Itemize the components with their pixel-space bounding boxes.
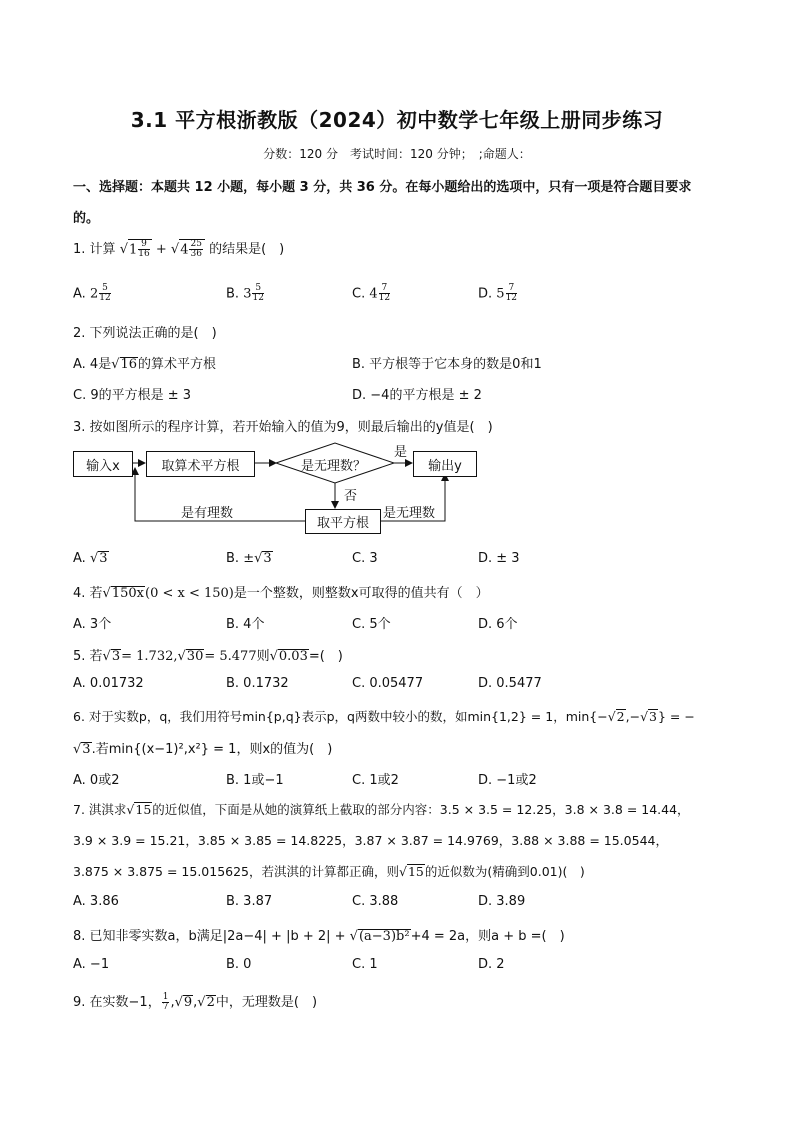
question-4-stem: 4. 若√150x(0 < x < 150)是一个整数，则整数x可取得的值共有（ ） — [73, 586, 489, 601]
question-2-stem: 2. 下列说法正确的是( ) — [73, 326, 217, 341]
q8-option-b[interactable]: B. 0 — [226, 957, 252, 972]
q6-option-c[interactable]: C. 1或2 — [352, 773, 399, 788]
q7-option-b[interactable]: B. 3.87 — [226, 894, 273, 909]
section-heading-line1: 一、选择题：本题共 12 小题，每小题 3 分，共 36 分。在每小题给出的选项中，只有一项是符合题目要求 — [73, 180, 692, 195]
q3-option-b[interactable]: B. ±√3 — [226, 551, 272, 566]
question-8-stem: 8. 已知非零实数a，b满足|2a−4| + |b + 2| + √(a−3)b²+4 = 2a，则a + b =( ) — [73, 929, 565, 944]
flow-yes-label: 是 — [394, 445, 408, 460]
question-1-stem: 1. 计算 √1 $\frac{9}{16}$ + √4 $\frac{25}{36}$ 的结果是( ) — [73, 238, 285, 259]
q4-option-a[interactable]: A. 3个 — [73, 617, 112, 632]
flow-output-box: 输出y — [413, 451, 477, 477]
q2-option-d[interactable]: D. −4的平方根是 ± 2 — [352, 388, 482, 403]
question-7-line2: 3.9 × 3.9 = 15.21，3.85 × 3.85 = 14.8225，3.87 × 3.87 = 14.9769，3.88 × 3.88 = 15.0544， — [73, 833, 668, 848]
q7-option-d[interactable]: D. 3.89 — [478, 894, 526, 909]
q7-option-a[interactable]: A. 3.86 — [73, 894, 119, 909]
q3-option-d[interactable]: D. ± 3 — [478, 551, 520, 566]
q8-option-c[interactable]: C. 1 — [352, 957, 378, 972]
q4-option-c[interactable]: C. 5个 — [352, 617, 391, 632]
q1-option-b[interactable]: B. 3 $\frac{5}{12}$ — [226, 283, 264, 304]
question-3-stem: 3. 按如图所示的程序计算，若开始输入的值为9，则最后输出的y值是( ) — [73, 420, 493, 435]
flow-decision-label: 是无理数？ — [301, 459, 367, 474]
q6-option-a[interactable]: A. 0或2 — [73, 773, 120, 788]
q3-option-a[interactable]: A. √3 — [73, 551, 108, 566]
flow-sqrt-box: 取算术平方根 — [146, 451, 255, 477]
program-flowchart — [73, 440, 493, 532]
q5-option-d[interactable]: D. 0.5477 — [478, 676, 542, 691]
question-7-line3: 3.875 × 3.875 = 15.015625，若淇淇的计算都正确，则√15的近似数为(精确到0.01)( ) — [73, 864, 585, 879]
q4-option-d[interactable]: D. 6个 — [478, 617, 518, 632]
q8-option-d[interactable]: D. 2 — [478, 957, 505, 972]
question-6-line2: √3.若min{(x−1)²,x²} = 1，则x的值为( ) — [73, 742, 333, 757]
flow-take-root-box: 取平方根 — [305, 509, 381, 534]
q8-option-a[interactable]: A. −1 — [73, 957, 110, 972]
q1-option-d[interactable]: D. 5 $\frac{7}{12}$ — [478, 283, 518, 304]
q1-option-c[interactable]: C. 4 $\frac{7}{12}$ — [352, 283, 391, 304]
q1-option-a[interactable]: A. 2 $\frac{5}{12}$ — [73, 283, 111, 304]
q2-option-b[interactable]: B. 平方根等于它本身的数是0和1 — [352, 357, 542, 372]
exam-info: 分数：120 分 考试时间：120 分钟； ;命题人： — [263, 147, 531, 161]
question-5-stem: 5. 若√3= 1.732,√30= 5.477则√0.03=( ) — [73, 649, 343, 664]
q5-option-c[interactable]: C. 0.05477 — [352, 676, 424, 691]
question-9-stem: 9. 在实数−1， $\frac{1}{7}$ ,√9,√2中，无理数是( ) — [73, 991, 318, 1012]
q4-option-b[interactable]: B. 4个 — [226, 617, 265, 632]
question-6-line1: 6. 对于实数p，q，我们用符号min{p,q}表示p，q两数中较小的数，如min{1,2} = 1，min{−√2,−√3} = − — [73, 709, 695, 724]
flow-rational-label: 是有理数 — [181, 506, 234, 521]
flow-no-label: 否 — [344, 489, 358, 504]
flow-irrational-label: 是无理数 — [383, 506, 436, 521]
page-title: 3.1 平方根浙教版（2024）初中数学七年级上册同步练习 — [130, 108, 664, 132]
section-heading-line2: 的。 — [73, 211, 100, 226]
q5-option-b[interactable]: B. 0.1732 — [226, 676, 289, 691]
q3-option-c[interactable]: C. 3 — [352, 551, 378, 566]
q5-option-a[interactable]: A. 0.01732 — [73, 676, 144, 691]
q2-option-a[interactable]: A. 4是√16的算术平方根 — [73, 357, 217, 372]
question-7-line1: 7. 淇淇求√15的近似值，下面是从她的演算纸上截取的部分内容：3.5 × 3.5 = 12.25，3.8 × 3.8 = 14.44， — [73, 802, 690, 817]
q2-option-c[interactable]: C. 9的平方根是 ± 3 — [73, 388, 192, 403]
q6-option-b[interactable]: B. 1或−1 — [226, 773, 284, 788]
flow-input-box: 输入x — [73, 451, 133, 477]
q7-option-c[interactable]: C. 3.88 — [352, 894, 399, 909]
q6-option-d[interactable]: D. −1或2 — [478, 773, 537, 788]
